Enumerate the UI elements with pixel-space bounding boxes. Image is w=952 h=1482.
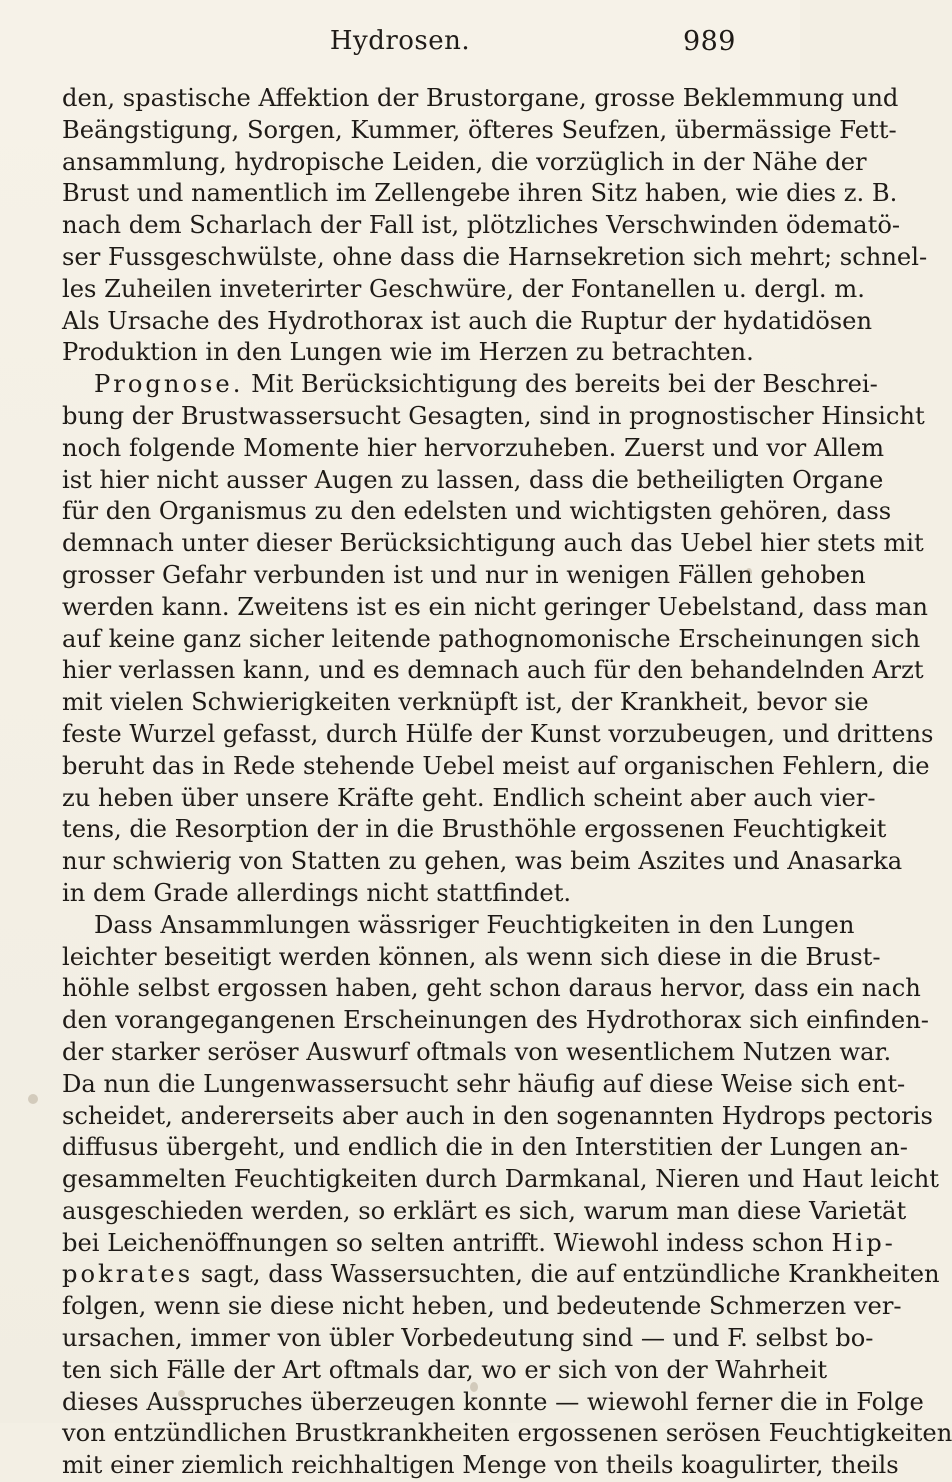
section-heading-prognose: Prognose. (94, 370, 244, 399)
text-line: ursachen, immer von übler Vorbedeutung sind — und F. selbst bo- (62, 1324, 874, 1353)
text-line-pokrates (62, 1259, 940, 1291)
text-line: leichter beseitigt werden können, als wenn sich diese in die Brust- (62, 942, 881, 971)
page-header (0, 26, 800, 66)
text-line: von entzündlichen Brustkrankheiten ergossenen serösen Feuchtigkeiten (62, 1419, 952, 1448)
page-number: 989 (682, 26, 736, 57)
text-segment: sagt, dass Wassersuchten, die auf entzündliche Krankheiten (200, 1260, 940, 1289)
text-line: ausgeschieden werden, so erklärt es sich, warum man diese Varietät (62, 1196, 907, 1225)
text-line: der starker seröser Auswurf oftmals von wesentlichem Nutzen war. (62, 1037, 892, 1066)
body-text (62, 83, 952, 1482)
text-line: ansammlung, hydropische Leiden, die vorzüglich in der Nähe der (62, 147, 867, 176)
text-line: Als Ursache des Hydrothorax ist auch die Ruptur der hydatidösen (62, 306, 873, 335)
paper-speck (470, 1382, 478, 1392)
paper-speck (178, 1390, 185, 1397)
text-line: tens, die Resorption der in die Brusthöhle ergossenen Feuchtigkeit (62, 815, 887, 844)
text-line: scheidet, andererseits aber auch in den sogenannten Hydrops pectoris (62, 1101, 933, 1130)
text-line: zu heben über unsere Kräfte geht. Endlich scheint aber auch vier- (62, 783, 876, 812)
text-line: Brust und namentlich im Zellengebe ihren Sitz haben, wie dies z. B. (62, 179, 898, 208)
text-line: mit vielen Schwierigkeiten verknüpft ist, der Krankheit, bevor sie (62, 688, 869, 717)
running-head: Hydrosen. (329, 26, 471, 56)
text-line: den, spastische Affektion der Brustorgane, grosse Beklemmung und (62, 84, 899, 112)
paper-speck (746, 568, 752, 576)
text-line: auf keine ganz sicher leitende pathognomonische Erscheinungen sich (62, 624, 921, 653)
text-line: beruht das in Rede stehende Uebel meist auf organischen Fehlern, die (62, 751, 930, 780)
text-segment: bei Leichenöffnungen so selten antrifft. Wiewohl indess schon (62, 1228, 824, 1257)
text-line: demnach unter dieser Berücksichtigung auch das Uebel hier stets mit (62, 529, 924, 558)
author-name-hip: Hip- (831, 1228, 896, 1257)
text-line: in dem Grade allerdings nicht stattfindet. (62, 878, 572, 907)
text-line: nur schwierig von Statten zu gehen, was beim Aszites und Anasarka (62, 847, 903, 876)
text-line: gesammelten Feuchtigkeiten durch Darmkanal, Nieren und Haut leicht (62, 1165, 940, 1194)
text-line-hip (62, 1228, 896, 1260)
text-line: Da nun die Lungenwassersucht sehr häufig auf diese Weise sich ent- (62, 1069, 906, 1098)
text-segment: Mit Berücksichtigung des bereits bei der Beschrei- (251, 370, 878, 399)
text-line: ist hier nicht ausser Augen zu lassen, dass die betheiligten Organe (62, 465, 884, 494)
text-line: diffusus übergeht, und endlich die in den Interstitien der Lungen an- (62, 1133, 908, 1162)
text-line: Produktion in den Lungen wie im Herzen zu betrachten. (62, 338, 754, 367)
text-line: ten sich Fälle der Art oftmals dar, wo er sich von der Wahrheit (62, 1355, 828, 1384)
text-line: ser Fussgeschwülste, ohne dass die Harnsekretion sich mehrt; schnel- (62, 242, 928, 271)
text-line: höhle selbst ergossen haben, geht schon daraus hervor, dass ein nach (62, 974, 921, 1003)
text-line: für den Organismus zu den edelsten und wichtigsten gehören, dass (62, 497, 892, 526)
text-line: werden kann. Zweitens ist es ein nicht geringer Uebelstand, dass man (62, 592, 928, 621)
text-line: dieses Ausspruches überzeugen konnte — wiewohl ferner die in Folge (62, 1387, 924, 1416)
text-line: mit einer ziemlich reichhaltigen Menge von theils koagulirter, theils (62, 1451, 899, 1480)
author-name-pokrates: pokrates (62, 1260, 194, 1289)
text-line-prognose (62, 369, 878, 401)
text-line: noch folgende Momente hier hervorzuheben. Zuerst und vor Allem (62, 433, 885, 462)
text-line: folgen, wenn sie diese nicht heben, und bedeutende Schmerzen ver- (62, 1292, 902, 1321)
text-line: feste Wurzel gefasst, durch Hülfe der Kunst vorzubeugen, und drittens (62, 719, 934, 748)
text-line: nach dem Scharlach der Fall ist, plötzliches Verschwinden ödematö- (62, 211, 901, 240)
text-line: les Zuheilen inveterirter Geschwüre, der Fontanellen u. dergl. m. (62, 274, 865, 303)
paper-speck (28, 1094, 38, 1104)
text-line: hier verlassen kann, und es demnach auch für den behandelnden Arzt (62, 656, 924, 685)
text-line: bung der Brustwassersucht Gesagten, sind in prognostischer Hinsicht (62, 401, 925, 430)
text-line: Dass Ansammlungen wässriger Feuchtigkeiten in den Lungen (94, 910, 855, 939)
text-line: den vorangegangenen Erscheinungen des Hydrothorax sich einfinden- (62, 1006, 929, 1035)
text-line: grosser Gefahr verbunden ist und nur in wenigen Fällen gehoben (62, 560, 866, 589)
text-line: Beängstigung, Sorgen, Kummer, öfteres Seufzen, übermässige Fett- (62, 115, 897, 144)
